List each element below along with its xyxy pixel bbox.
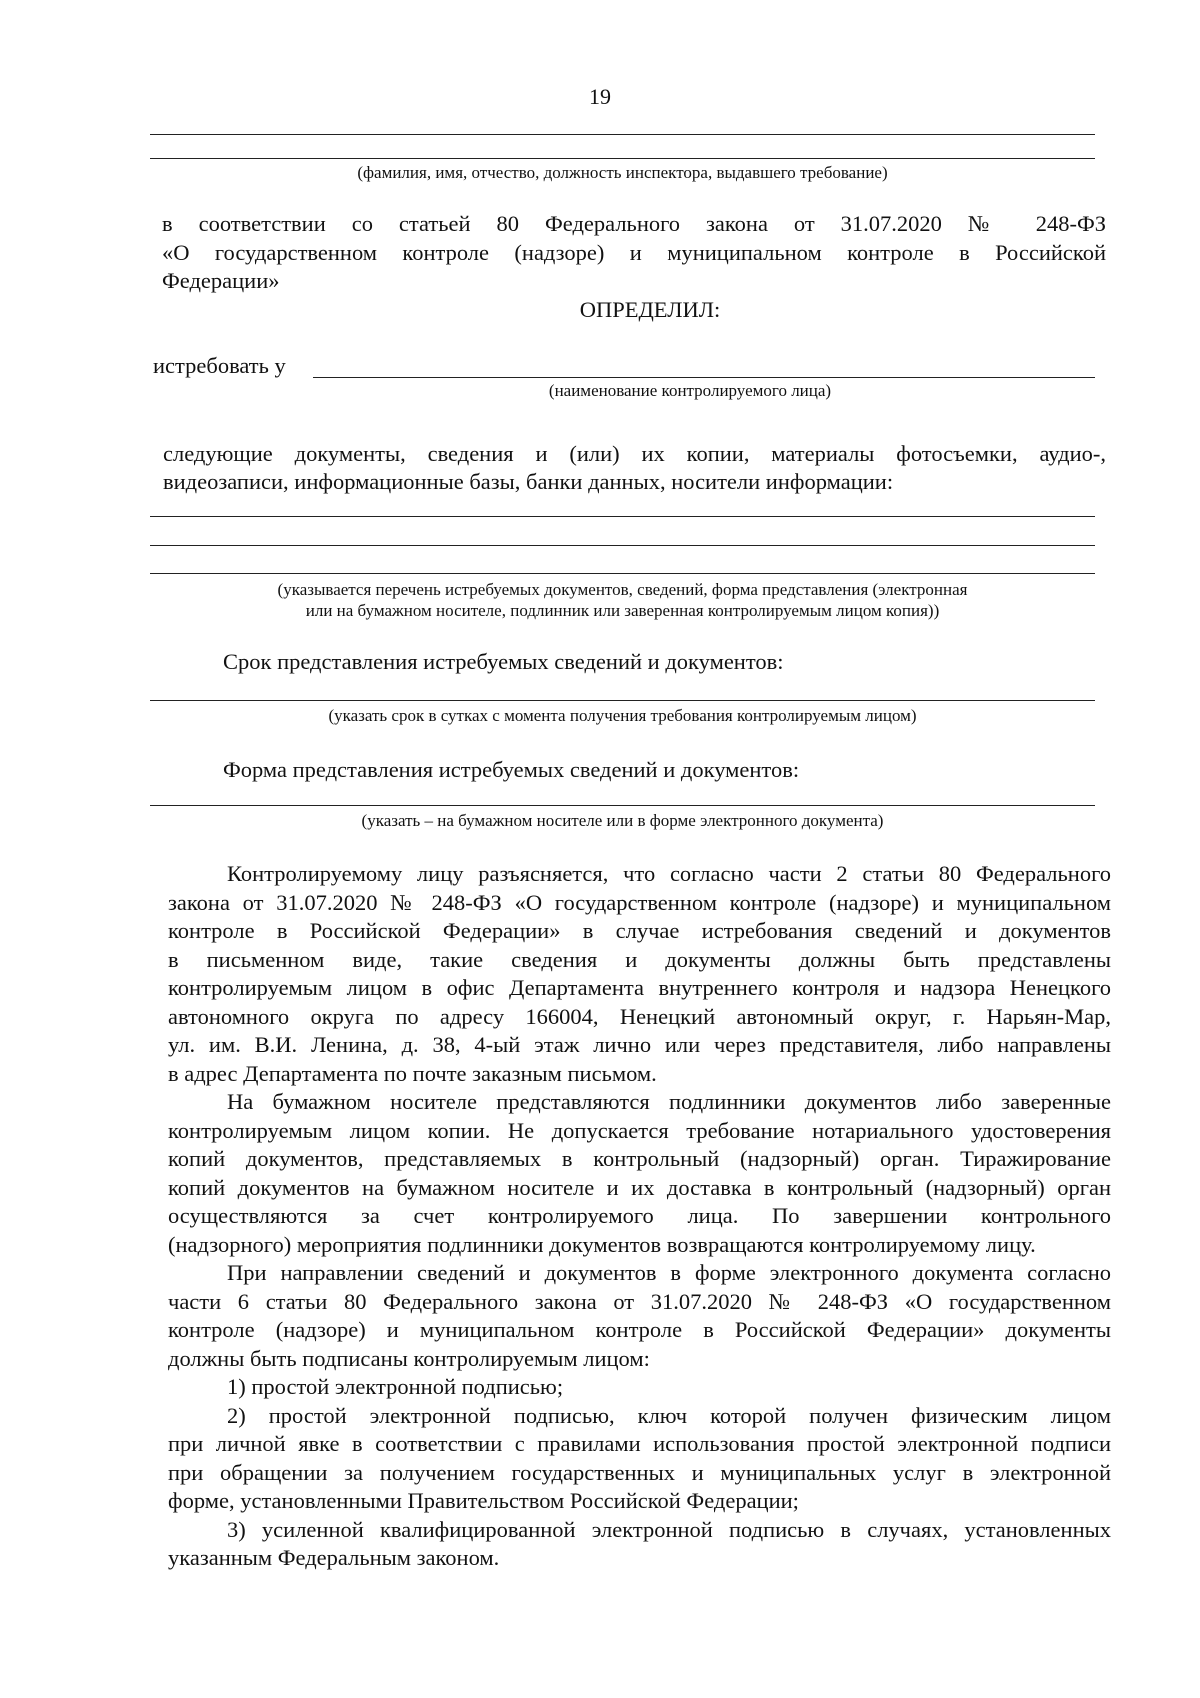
text-line: должны быть подписаны контролируемым лицом: [168, 1345, 650, 1371]
text-line: автономного округа по адресу 166004, Ненецкий автономный округ, г. Нарьян-Мар, [168, 1003, 1111, 1029]
page-number: 19 [589, 84, 611, 109]
decided-heading: ОПРЕДЕЛИЛ: [579, 297, 721, 322]
intro-line-3: Федерации» [162, 268, 280, 293]
text-line: контролируемым лицом копии. Не допускается требование нотариального удостоверения [168, 1117, 1111, 1143]
text-line: в письменном виде, такие сведения и документы должны быть представлены [168, 946, 1111, 972]
intro-line-2: «О государственном контроле (надзоре) и муниципальном контроле в Российской [162, 240, 1106, 265]
inspector-line-2 [150, 158, 1095, 159]
text-line: контроле в Российской Федерации» в случае истребования сведений и документов [168, 918, 1111, 943]
documents-line-1: следующие документы, сведения и (или) их копии, материалы фотосъемки, аудио-, [163, 441, 1106, 466]
explanation-paragraph-3 [168, 1259, 1111, 1373]
documents-line-c [150, 573, 1095, 574]
deadline-line [150, 700, 1095, 701]
explanation-paragraph-2 [168, 1088, 1111, 1259]
text-line: 1) простой электронной подписью; [227, 1374, 564, 1399]
demand-label: истребовать у [153, 353, 286, 378]
list-item-3 [168, 1516, 1111, 1573]
inspector-caption: (фамилия, имя, отчество, должность инспектора, выдавшего требование) [357, 163, 888, 182]
form-label: Форма представления истребуемых сведений и документов: [223, 757, 800, 782]
explanation-block [168, 860, 1111, 1573]
demand-caption: (наименование контролируемого лица) [548, 381, 832, 400]
text-line: Контролируемому лицу разъясняется, что согласно части 2 статьи 80 Федерального [227, 861, 1111, 886]
intro-line-1: в соответствии со статьей 80 Федерального закона от 31.07.2020 № 248-ФЗ [162, 211, 1106, 236]
text-line: 2) простой электронной подписью, ключ которой получен физическим лицом [227, 1402, 1111, 1428]
documents-line-2: видеозаписи, информационные базы, банки данных, носители информации: [163, 469, 894, 494]
text-line: копий документов на бумажном носителе и их доставка в контрольный (надзорный) орган [168, 1174, 1111, 1200]
text-line: при обращении за получением государственных и муниципальных услуг в электронной [168, 1459, 1111, 1485]
documents-caption-1: (указывается перечень истребуемых документов, сведений, форма представления (электронная [277, 580, 968, 599]
text-line: указанным Федеральным законом. [168, 1545, 500, 1570]
text-line: контроле (надзоре) и муниципальном контроле в Российской Федерации» документы [168, 1317, 1111, 1342]
documents-line-a [150, 516, 1095, 517]
text-line: (надзорного) мероприятия подлинники документов возвращаются контролируемому лицу. [168, 1231, 1036, 1257]
text-line: закона от 31.07.2020 № 248-ФЗ «О государственном контроле (надзоре) и муниципальном [168, 889, 1111, 915]
list-item-1 [168, 1373, 1111, 1402]
documents-line-b [150, 545, 1095, 546]
text-line: ул. им. В.И. Ленина, д. 38, 4-ый этаж лично или через представителя, либо направлены [168, 1032, 1111, 1057]
deadline-label: Срок представления истребуемых сведений и документов: [223, 649, 784, 674]
text-line: На бумажном носителе представляются подлинники документов либо заверенные [227, 1089, 1111, 1114]
list-item-2 [168, 1402, 1111, 1516]
text-line: форме, установленными Правительством Российской Федерации; [168, 1488, 799, 1513]
text-line: части 6 статьи 80 Федерального закона от 31.07.2020 № 248-ФЗ «О государственном [168, 1288, 1111, 1314]
text-line: При направлении сведений и документов в форме электронного документа согласно [227, 1260, 1111, 1285]
text-line: копий документов, представляемых в контрольный (надзорный) орган. Тиражирование [168, 1146, 1111, 1171]
text-line: в адрес Департамента по почте заказным письмом. [168, 1060, 657, 1086]
form-line [150, 805, 1095, 806]
deadline-caption: (указать срок в сутках с момента получения требования контролируемым лицом) [328, 706, 917, 725]
text-line: 3) усиленной квалифицированной электронной подписью в случаях, установленных [227, 1516, 1111, 1542]
demand-line [313, 377, 1095, 378]
form-caption: (указать – на бумажном носителе или в форме электронного документа) [361, 811, 884, 830]
documents-caption-2: или на бумажном носителе, подлинник или заверенная контролируемым лицом копия)) [305, 601, 940, 620]
inspector-line-1 [150, 134, 1095, 135]
explanation-paragraph-1 [168, 860, 1111, 1088]
text-line: осуществляются за счет контролируемого лица. По завершении контрольного [168, 1203, 1111, 1228]
text-line: при личной явке в соответствии с правилами использования простой электронной подписи [168, 1431, 1111, 1456]
text-line: контролируемым лицом в офис Департамента внутреннего контроля и надзора Ненецкого [168, 975, 1111, 1000]
